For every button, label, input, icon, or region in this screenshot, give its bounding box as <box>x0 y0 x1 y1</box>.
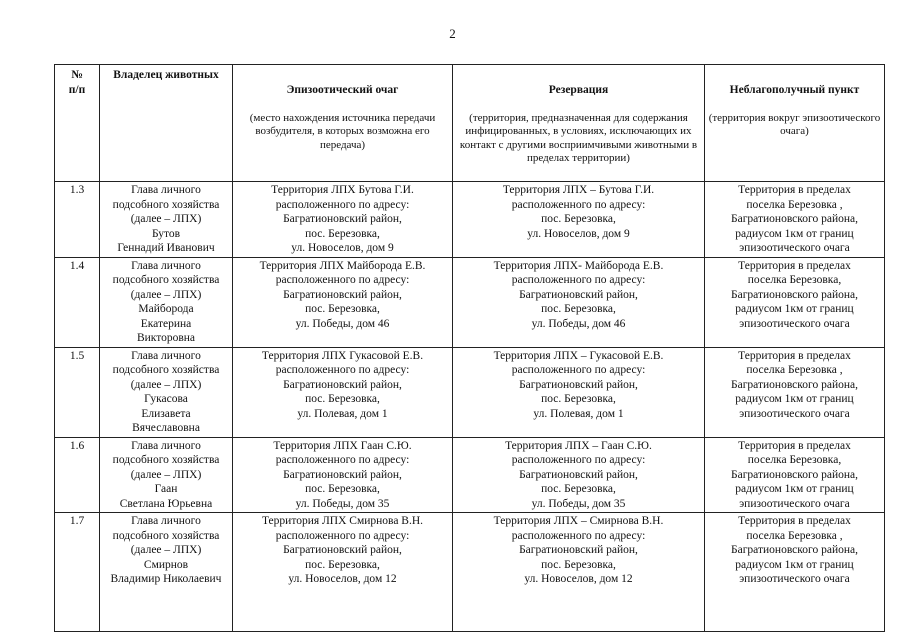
cell-area: Территория в пределах поселка Березовка , Багратионовского района, радиусом 1км от границ эпизоотического очага <box>705 182 885 258</box>
header-area-subtitle: (территория вокруг эпизоотического очага) <box>708 111 881 137</box>
header-num <box>55 65 100 182</box>
cell-focus: Территория ЛПХ Гаан С.Ю. расположенного по адресу: Багратионовский район, пос. Березовка, ул. Победы, дом 35 <box>233 437 453 513</box>
cell-owner: Глава личного подсобного хозяйства (далее – ЛПХ) Бутов Геннадий Иванович <box>100 182 233 258</box>
outbreak-register-table <box>54 64 885 632</box>
header-owner <box>100 65 233 182</box>
cell-area: Территория в пределах поселка Березовка, Багратионовского района, радиусом 1км от границ эпизоотического очага <box>705 257 885 347</box>
header-area-title: Неблагополучный пункт <box>729 83 860 96</box>
header-area <box>705 65 885 182</box>
cell-num: 1.5 <box>55 347 100 437</box>
page-number: 2 <box>449 26 456 41</box>
cell-reservation: Территория ЛПХ – Бутова Г.И. расположенного по адресу: пос. Березовка, ул. Новоселов, дом 9 <box>453 182 705 258</box>
table-header-row <box>55 65 885 182</box>
cell-area: Территория в пределах поселка Березовка , Багратионовского района, радиусом 1км от границ эпизоотического очага <box>705 513 885 632</box>
cell-num: 1.6 <box>55 437 100 513</box>
cell-num: 1.7 <box>55 513 100 632</box>
header-reservation-subtitle: (территория, предназначенная для содержания инфицированных, в условиях, исключающих их контакт с другими восприимчивыми животными в пределах территории) <box>459 111 698 164</box>
cell-num: 1.3 <box>55 182 100 258</box>
header-focus <box>233 65 453 182</box>
header-reservation <box>453 65 705 182</box>
table-row <box>55 437 885 513</box>
cell-area: Территория в пределах поселка Березовка , Багратионовского района, радиусом 1км от границ эпизоотического очага <box>705 347 885 437</box>
header-focus-subtitle: (место нахождения источника передачи возбудителя, в которых возможна его передача) <box>249 111 436 151</box>
cell-focus: Территория ЛПХ Майборода Е.В. расположенного по адресу: Багратионовский район, пос. Березовка, ул. Победы, дом 46 <box>233 257 453 347</box>
table-row <box>55 347 885 437</box>
header-reservation-title: Резервация <box>548 83 609 96</box>
cell-reservation: Территория ЛПХ – Гукасовой Е.В. расположенного по адресу: Багратионовский район, пос. Березовка, ул. Полевая, дом 1 <box>453 347 705 437</box>
table-row <box>55 513 885 632</box>
cell-reservation: Территория ЛПХ – Гаан С.Ю. расположенного по адресу: Багратионовский район, пос. Березовка, ул. Победы, дом 35 <box>453 437 705 513</box>
cell-reservation: Территория ЛПХ – Смирнова В.Н. расположенного по адресу: Багратионовский район, пос. Березовка, ул. Новоселов, дом 12 <box>453 513 705 632</box>
header-owner-label: Владелец животных <box>113 69 219 81</box>
header-num-label: № п/п <box>68 69 86 96</box>
cell-focus: Территория ЛПХ Гукасовой Е.В. расположенного по адресу: Багратионовский район, пос. Березовка, ул. Полевая, дом 1 <box>233 347 453 437</box>
cell-owner: Глава личного подсобного хозяйства (далее – ЛПХ) Смирнов Владимир Николаевич <box>100 513 233 632</box>
table-row <box>55 182 885 258</box>
cell-owner: Глава личного подсобного хозяйства (далее – ЛПХ) Гукасова Елизавета Вячеславовна <box>100 347 233 437</box>
cell-reservation: Территория ЛПХ- Майборода Е.В. расположенного по адресу: Багратионовский район, пос. Березовка, ул. Победы, дом 46 <box>453 257 705 347</box>
table-row <box>55 257 885 347</box>
cell-owner: Глава личного подсобного хозяйства (далее – ЛПХ) Гаан Светлана Юрьевна <box>100 437 233 513</box>
cell-focus: Территория ЛПХ Бутова Г.И. расположенного по адресу: Багратионовский район, пос. Березовка, ул. Новоселов, дом 9 <box>233 182 453 258</box>
header-focus-title: Эпизоотический очаг <box>286 83 399 96</box>
cell-owner: Глава личного подсобного хозяйства (далее – ЛПХ) Майборода Екатерина Викторовна <box>100 257 233 347</box>
cell-focus: Территория ЛПХ Смирнова В.Н. расположенного по адресу: Багратионовский район, пос. Березовка, ул. Новоселов, дом 12 <box>233 513 453 632</box>
cell-area: Территория в пределах поселка Березовка, Багратионовского района, радиусом 1км от границ эпизоотического очага <box>705 437 885 513</box>
cell-num: 1.4 <box>55 257 100 347</box>
